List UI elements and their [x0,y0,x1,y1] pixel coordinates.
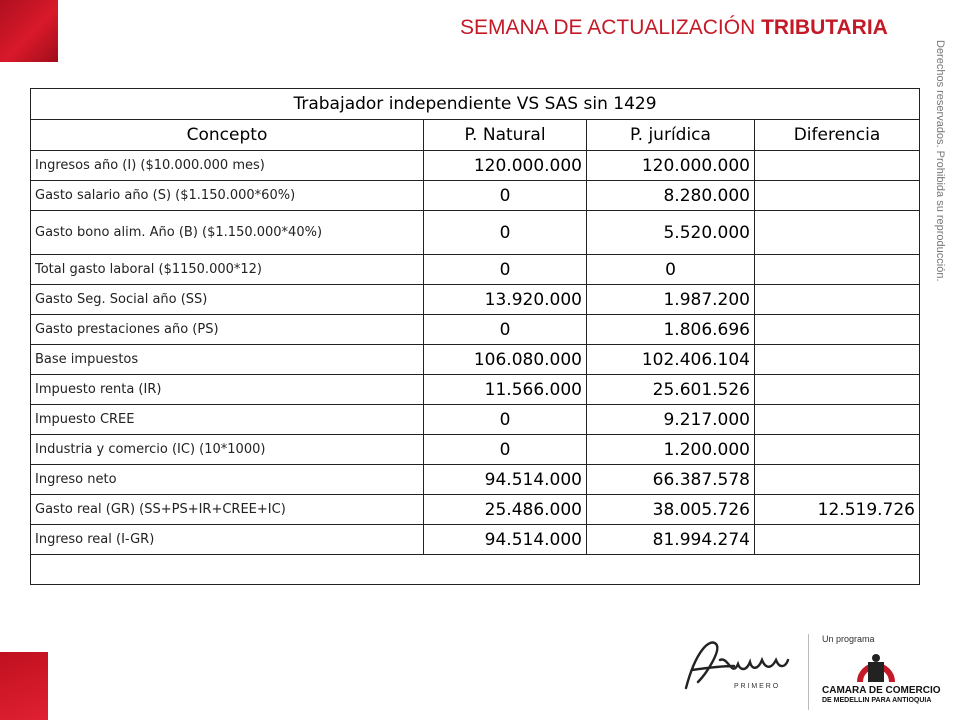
col-header: Concepto [31,120,424,151]
table-row [31,405,920,435]
empty-cell [31,555,920,585]
program-label: Un programa [822,634,875,644]
natural-cell: 94.514.000 [424,525,587,555]
diferencia-cell: 12.519.726 [755,495,920,525]
table-row [31,375,920,405]
natural-cell: 0 [424,211,587,255]
diferencia-cell [755,285,920,315]
juridica-cell: 1.200.000 [587,435,755,465]
footer-divider [808,634,809,710]
table-row [31,465,920,495]
natural-cell: 13.920.000 [424,285,587,315]
concept-cell: Gasto salario año (S) ($1.150.000*60%) [31,181,424,211]
table-row [31,315,920,345]
concept-cell: Impuesto CREE [31,405,424,435]
table-row [31,255,920,285]
afiliados-sub: P R I M E R O [734,683,779,690]
camara-comercio-icon [856,648,896,686]
concept-cell: Base impuestos [31,345,424,375]
concept-cell: Total gasto laboral ($1150.000*12) [31,255,424,285]
diferencia-cell [755,345,920,375]
concept-cell: Gasto bono alim. Año (B) ($1.150.000*40%) [31,211,424,255]
natural-cell: 94.514.000 [424,465,587,495]
diferencia-cell [755,405,920,435]
diferencia-cell [755,255,920,285]
table-row [31,211,920,255]
table-row [31,181,920,211]
juridica-cell: 0 [587,255,755,285]
table-row [31,525,920,555]
col-header: P. Natural [424,120,587,151]
table-row [31,151,920,181]
juridica-cell: 66.387.578 [587,465,755,495]
diferencia-cell [755,151,920,181]
diferencia-cell [755,315,920,345]
juridica-cell: 38.005.726 [587,495,755,525]
concept-cell: Gasto Seg. Social año (SS) [31,285,424,315]
juridica-cell: 9.217.000 [587,405,755,435]
natural-cell: 0 [424,181,587,211]
natural-cell: 106.080.000 [424,345,587,375]
concept-cell: Ingresos año (I) ($10.000.000 mes) [31,151,424,181]
copyright-vertical: Derechos reservados. Prohibida su reproducción. [934,40,946,282]
concept-cell: Ingreso neto [31,465,424,495]
diferencia-cell [755,525,920,555]
table-row [31,495,920,525]
juridica-cell: 1.806.696 [587,315,755,345]
header-title: SEMANA DE ACTUALIZACIÓN TRIBUTARIA [460,16,888,39]
juridica-cell: 102.406.104 [587,345,755,375]
natural-cell: 25.486.000 [424,495,587,525]
table-row [31,435,920,465]
diferencia-cell [755,465,920,495]
juridica-cell: 25.601.526 [587,375,755,405]
diferencia-cell [755,211,920,255]
diferencia-cell [755,435,920,465]
juridica-cell: 5.520.000 [587,211,755,255]
concept-cell: Gasto real (GR) (SS+PS+IR+CREE+IC) [31,495,424,525]
empty-row [31,555,920,585]
concept-cell: Industria y comercio (IC) (10*1000) [31,435,424,465]
table-row [31,345,920,375]
col-header: P. jurídica [587,120,755,151]
col-header: Diferencia [755,120,920,151]
table-row [31,285,920,315]
concept-cell: Gasto prestaciones año (PS) [31,315,424,345]
concept-cell: Impuesto renta (IR) [31,375,424,405]
juridica-cell: 1.987.200 [587,285,755,315]
natural-cell: 0 [424,315,587,345]
corner-decoration-bottom [0,652,48,720]
natural-cell: 0 [424,435,587,465]
cc-name-line1: CAMARA DE COMERCIO [822,685,941,696]
comparison-table [30,88,920,585]
juridica-cell: 81.994.274 [587,525,755,555]
diferencia-cell [755,375,920,405]
natural-cell: 120.000.000 [424,151,587,181]
corner-decoration-top [0,0,58,62]
natural-cell: 11.566.000 [424,375,587,405]
juridica-cell: 120.000.000 [587,151,755,181]
afiliados-logo [676,630,800,700]
concept-cell: Ingreso real (I-GR) [31,525,424,555]
natural-cell: 0 [424,255,587,285]
diferencia-cell [755,181,920,211]
natural-cell: 0 [424,405,587,435]
table-title: Trabajador independiente VS SAS sin 1429 [31,89,920,120]
cc-name-line2: DE MEDELLIN PARA ANTIOQUIA [822,697,932,704]
juridica-cell: 8.280.000 [587,181,755,211]
